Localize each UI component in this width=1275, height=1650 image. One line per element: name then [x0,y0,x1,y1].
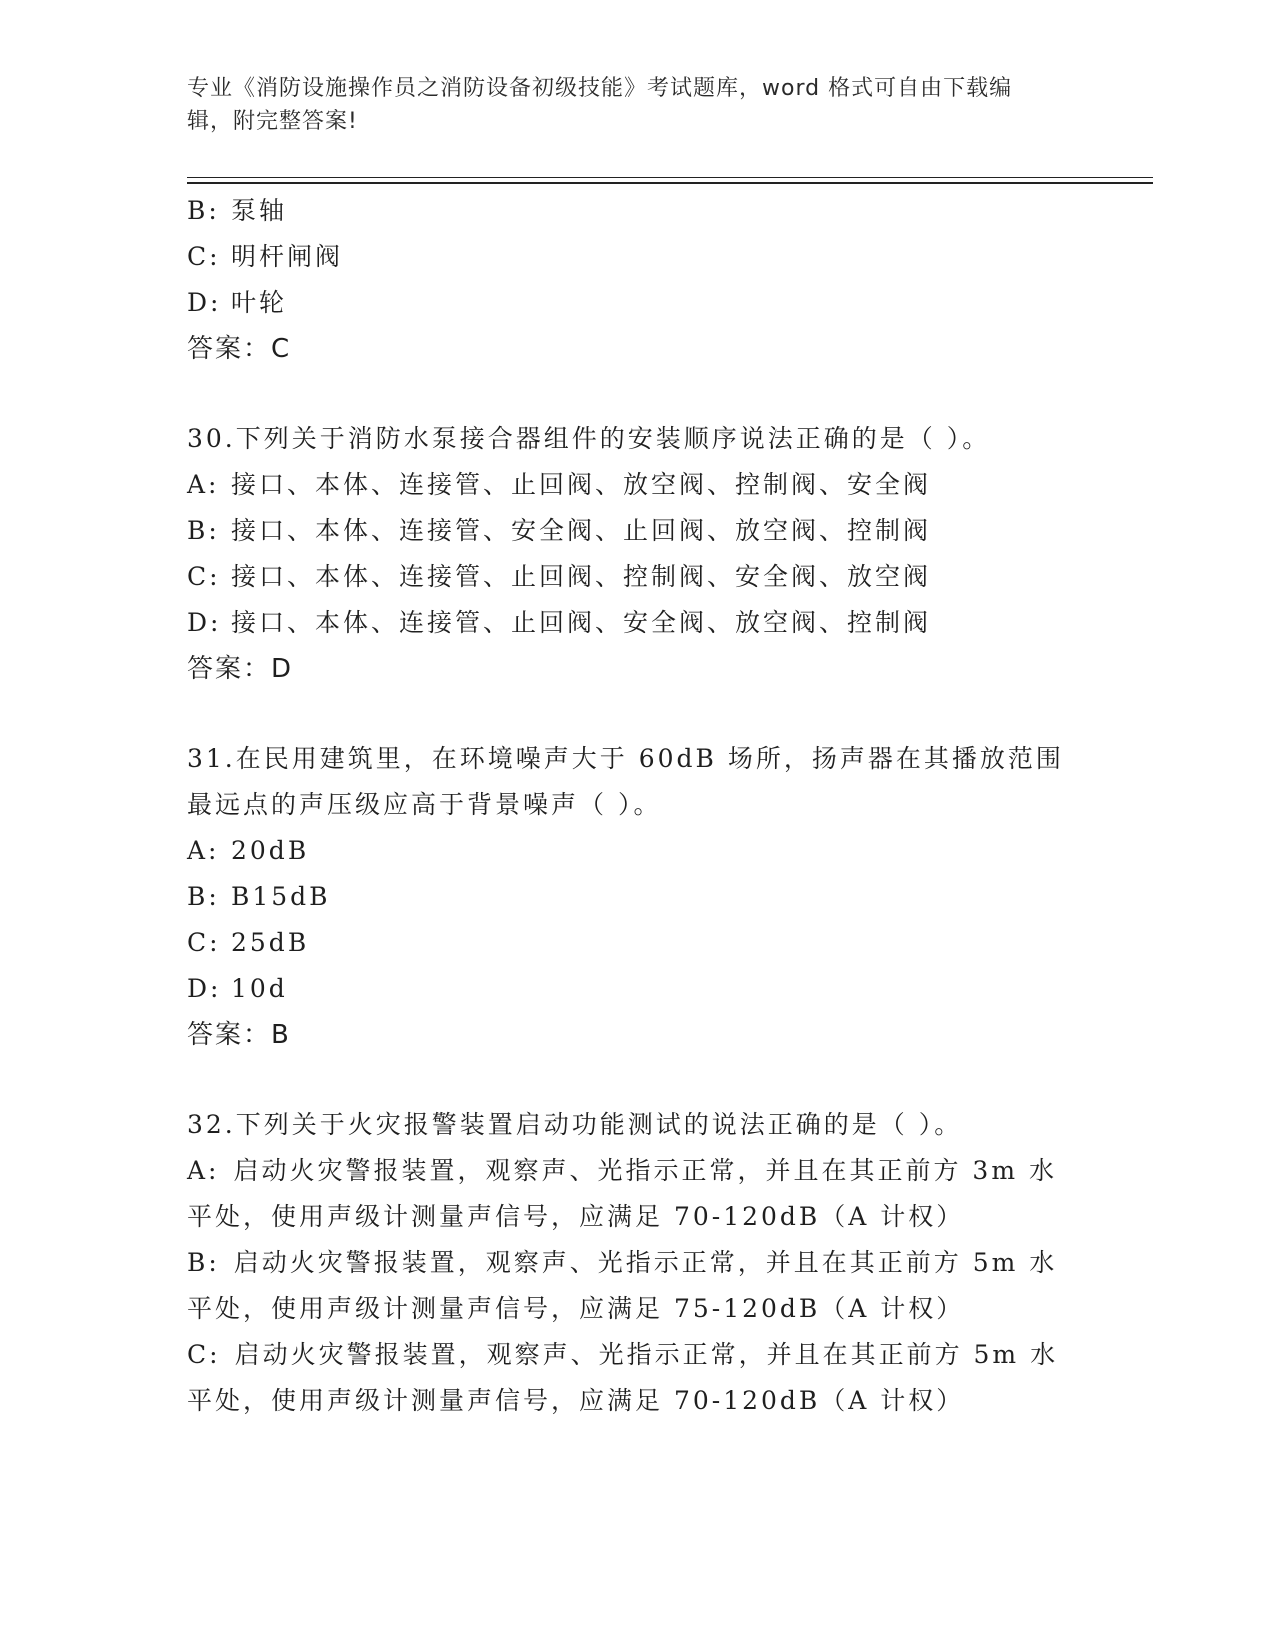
header-divider-thick [187,182,1153,184]
answer: 答案：D [187,654,294,684]
header-line-2: 辑，附完整答案! [187,109,358,134]
option-c [187,920,1087,966]
answer: 答案：C [187,334,292,364]
option-b [187,874,1087,920]
question-29 [187,188,1087,372]
question-30 [187,416,1087,692]
option-d [187,600,1087,646]
option-label: D: [187,974,222,1003]
option-text: 接口、本体、连接管、安全阀、止回阀、放空阀、控制阀 [231,516,932,545]
option-label: C: [187,928,221,957]
option-label: B: [187,516,220,545]
question-stem: 32.下列关于火灾报警装置启动功能测试的说法正确的是（ ）。 [187,1110,963,1139]
question-stem: 30.下列关于消防水泵接合器组件的安装顺序说法正确的是（ ）。 [187,424,991,453]
document-header [187,72,1067,138]
option-b-continued: 平处，使用声级计测量声信号，应满足 75-120dB（A 计权） [187,1294,965,1323]
option-c-continued: 平处，使用声级计测量声信号，应满足 70-120dB（A 计权） [187,1386,965,1415]
option-text: 接口、本体、连接管、止回阀、安全阀、放空阀、控制阀 [231,608,932,637]
option-text: 泵轴 [231,196,288,225]
option-c [187,554,1087,600]
option-b [187,508,1087,554]
option-c [187,1332,1087,1378]
option-label: C: [187,562,221,591]
question-31 [187,736,1087,1058]
option-label: A: [187,836,220,865]
option-b [187,1240,1087,1286]
option-text: 叶轮 [231,288,288,317]
option-a [187,828,1087,874]
option-text: 启动火灾警报装置，观察声、光指示正常，并且在其正前方 5m 水 [233,1248,1058,1277]
option-label: A: [187,470,220,499]
option-text: 10d [231,974,288,1003]
option-text: 明杆闸阀 [231,242,344,271]
option-text: 启动火灾警报装置，观察声、光指示正常，并且在其正前方 5m 水 [234,1340,1059,1369]
option-text: 25dB [231,928,310,957]
option-b [187,188,1087,234]
option-text: 20dB [231,836,310,865]
header-line-1: 专业《消防设施操作员之消防设备初级技能》考试题库，word 格式可自由下载编 [187,76,1013,101]
option-text: B15dB [231,882,331,911]
option-label: C: [187,1340,221,1369]
option-a [187,1148,1087,1194]
option-label: D: [187,608,222,637]
option-label: D: [187,288,222,317]
question-stem-line-2: 最远点的声压级应高于背景噪声（ ）。 [187,790,662,819]
question-32 [187,1102,1087,1424]
option-text: 接口、本体、连接管、止回阀、放空阀、控制阀、安全阀 [231,470,932,499]
answer: 答案：B [187,1020,291,1050]
option-a-continued: 平处，使用声级计测量声信号，应满足 70-120dB（A 计权） [187,1202,965,1231]
option-a [187,462,1087,508]
option-d [187,280,1087,326]
option-text: 接口、本体、连接管、止回阀、控制阀、安全阀、放空阀 [231,562,932,591]
option-c [187,234,1087,280]
option-label: B: [187,882,220,911]
header-divider-thin [187,177,1153,178]
option-label: B: [187,1248,220,1277]
option-label: C: [187,242,221,271]
question-list [187,188,1087,1468]
option-text: 启动火灾警报装置，观察声、光指示正常，并且在其正前方 3m 水 [233,1156,1057,1185]
question-stem-line-1: 31.在民用建筑里，在环境噪声大于 60dB 场所，扬声器在其播放范围 [187,744,1064,773]
option-label: A: [187,1156,220,1185]
option-d [187,966,1087,1012]
option-label: B: [187,196,220,225]
